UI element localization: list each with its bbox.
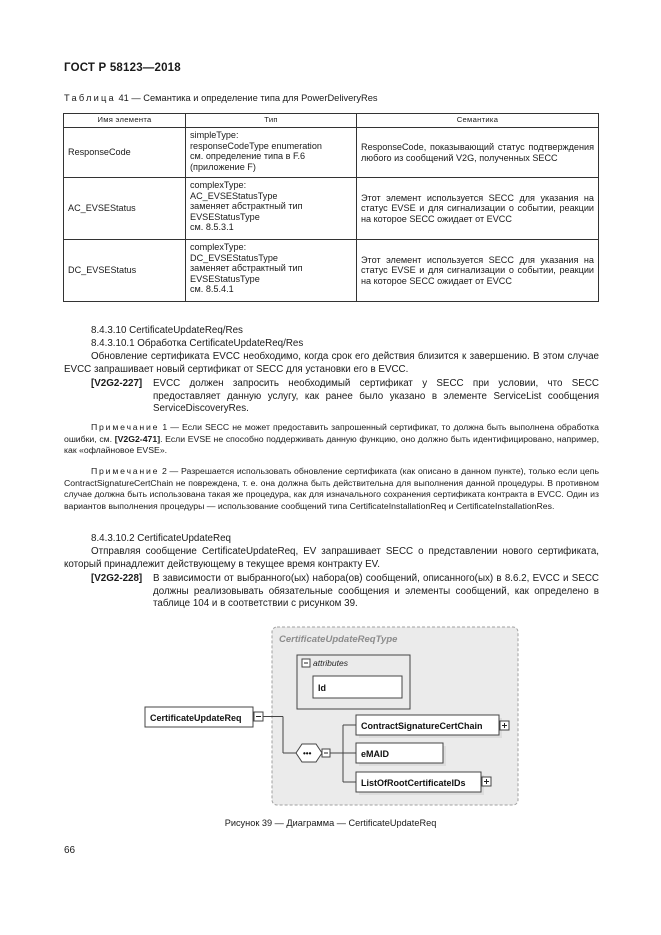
paragraph: Обновление сертификата EVCC необходимо, когда срок его действия близится к завершению. В этом случае EVCC запрашивает новый сертификат от SECC для установки его в EVCC. xyxy=(64,351,599,375)
sequence-symbol: ••• xyxy=(303,749,312,758)
child-element-label: eMAID xyxy=(361,749,390,759)
note-text: . Если EVSE не способно поддерживать данную функцию, оно должно быть идентифицировано, например, как «офлайновое EVSE». xyxy=(64,433,599,456)
page-number: 66 xyxy=(64,845,76,856)
note-text: 1 — Если SECC не может предоставить запрошенный сертификат, то должна быть выполнена обработка ошибки, см. xyxy=(64,422,599,444)
root-element-label: CertificateUpdateReq xyxy=(150,713,242,723)
document-header: ГОСТ Р 58123—2018 xyxy=(64,62,181,74)
column-header: Имя элемента xyxy=(64,114,186,128)
element-name-cell: DC_EVSEStatus xyxy=(64,240,186,302)
paragraph: Отправляя сообщение CertificateUpdateReq, EV запрашивает SECC о представлении нового сертификата, который принадлежит действующему в текущее время контракту EV. xyxy=(64,546,599,570)
type-label: CertificateUpdateReqType xyxy=(279,634,398,645)
figure-caption: Рисунок 39 — Диаграмма — CertificateUpdateReq xyxy=(224,818,437,828)
subsection-heading: 8.4.3.10.2 CertificateUpdateReq xyxy=(91,533,231,544)
type-line: заменяет абстрактный тип xyxy=(190,201,303,212)
type-line: complexType: xyxy=(190,242,247,252)
note-reference: [V2G2-471] xyxy=(114,433,161,444)
type-line: DC_EVSEStatusType xyxy=(190,252,278,263)
type-line: см. 8.5.4.1 xyxy=(190,284,234,295)
type-line: EVSEStatusType xyxy=(190,211,260,222)
column-header: Семантика xyxy=(357,114,599,128)
element-name-cell: AC_EVSEStatus xyxy=(64,178,186,240)
type-line: EVSEStatusType xyxy=(190,273,260,284)
child-element-label: ListOfRootCertificateIDs xyxy=(361,778,466,788)
section-heading: 8.4.3.10 CertificateUpdateReq/Res xyxy=(91,325,243,336)
requirement-text: В зависимости от выбранного(ых) набора(ов) сообщений, описанного(ых) в 8.6.2, EVCC и SECC должны реализовывать обязательные сообщения и элементы сообщений, как определено в таблице 104 и в соответствии с рисунком 39. xyxy=(153,573,599,610)
column-header: Тип xyxy=(186,114,357,128)
element-name-cell: ResponseCode xyxy=(64,128,186,178)
type-line: см. определение типа в F.6 xyxy=(190,151,306,162)
type-line: заменяет абстрактный тип xyxy=(190,263,303,274)
type-line: см. 8.5.3.1 xyxy=(190,222,234,233)
type-line: AC_EVSEStatusType xyxy=(190,190,278,201)
requirement-id: [V2G2-227] xyxy=(91,378,143,389)
requirement-id: [V2G2-228] xyxy=(91,573,143,584)
note-label: Примечание xyxy=(91,422,160,432)
table-caption-prefix: Таблица xyxy=(64,93,116,103)
attributes-label: attributes xyxy=(313,658,348,668)
semantics-cell: ResponseCode, показывающий статус подтверждения любого из сообщений V2G, полученных SECC xyxy=(357,128,599,178)
table-caption-text: 41 — Семантика и определение типа для PowerDeliveryRes xyxy=(115,93,378,103)
subsection-heading: 8.4.3.10.1 Обработка CertificateUpdateReq/Res xyxy=(91,338,304,349)
type-line: (приложение F) xyxy=(190,161,256,172)
type-line: responseCodeType enumeration xyxy=(190,140,322,151)
requirement-text: EVCC должен запросить необходимый сертификат у SECC при условии, что SECC предоставляет данную услугу, как ранее было указано в элементе ServiceList сообщения ServiceDiscoveryRes. xyxy=(153,378,599,415)
type-line: simpleType: xyxy=(190,130,239,140)
attribute-id-label: Id xyxy=(318,683,326,693)
note-text: 2 — Разрешается использовать обновление сертификата (как описано в данном пункте), только если цепь ContractSignatureCertChain не повреждена, т. е. она должна быть действительна для выполнения данной процедуры. В противном случае должна быть использована такая же процедура, как для изначального сохранения сертификата контракта в EVCC. Один из вариантов выполнения процедуры — использование сообщений типа CertificateInstallationReq и CertificateInstallationRes. xyxy=(64,466,599,511)
note-label: Примечание xyxy=(91,466,160,476)
semantics-cell: Этот элемент используется SECC для указания на статус EVSE и для сигнализации о событии, реакции на которое SECC ожидает от EVCC xyxy=(357,178,599,240)
semantics-cell: Этот элемент используется SECC для указания на статус EVSE и для сигнализации о событии, реакции на которое SECC ожидает от EVCC xyxy=(357,240,599,302)
type-line: complexType: xyxy=(190,180,247,190)
child-element-label: ContractSignatureCertChain xyxy=(361,721,483,731)
attribute-id-box xyxy=(313,676,402,698)
